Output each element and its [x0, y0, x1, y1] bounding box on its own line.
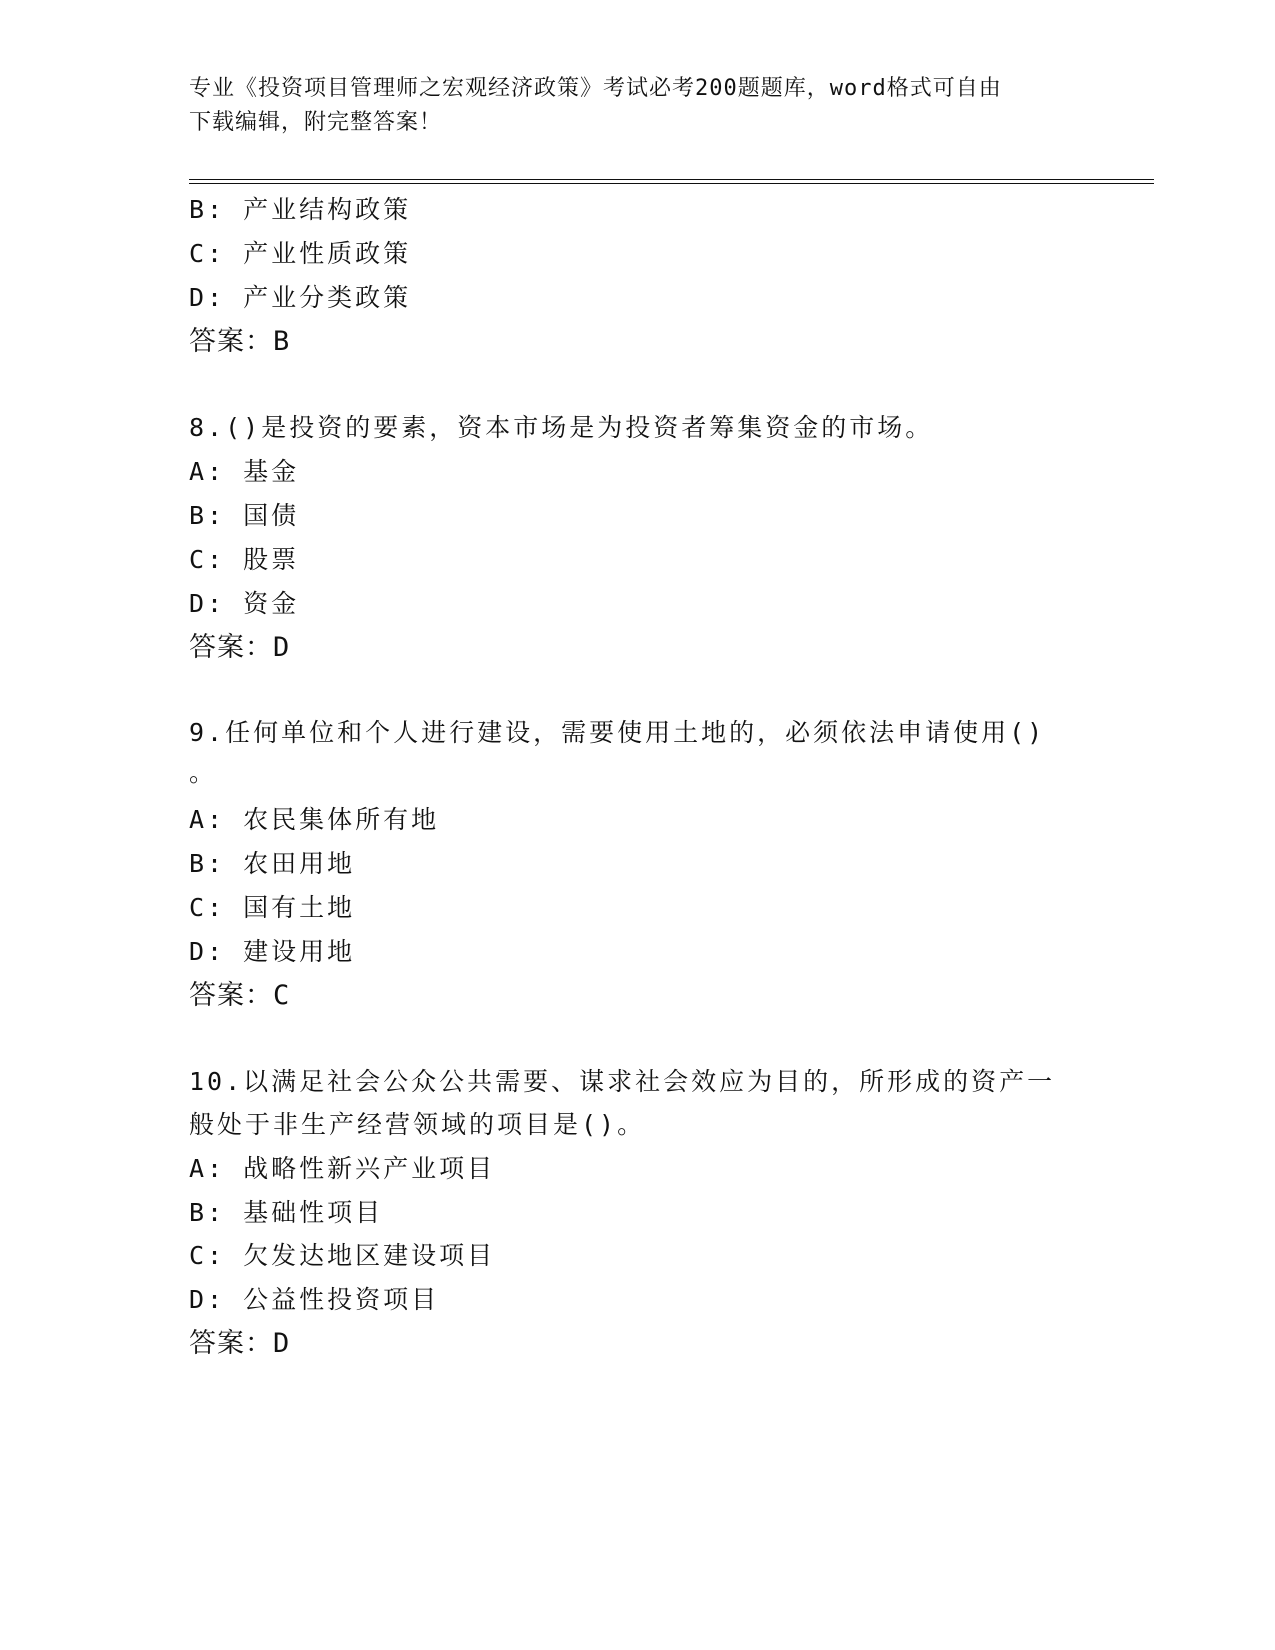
q7-option-c: C: 产业性质政策 — [189, 239, 412, 268]
q9-option-b: B: 农田用地 — [189, 849, 356, 878]
header-divider-top — [189, 179, 1154, 180]
q10-answer: 答案：D — [189, 1328, 291, 1359]
q9-option-a: A: 农民集体所有地 — [189, 805, 440, 834]
q8-question: 8.()是投资的要素，资本市场是为投资者筹集资金的市场。 — [189, 413, 934, 442]
header-line-1: 专业《投资项目管理师之宏观经济政策》考试必考200题题库，word格式可自由 — [189, 76, 1002, 101]
header-divider-bottom — [189, 183, 1154, 184]
q10-option-d: D: 公益性投资项目 — [189, 1285, 440, 1314]
q10-question-line-1: 10.以满足社会公众公共需要、谋求社会效应为目的，所形成的资产一 — [189, 1067, 1056, 1096]
q9-answer: 答案：C — [189, 980, 291, 1011]
q10-option-a: A: 战略性新兴产业项目 — [189, 1154, 496, 1183]
q8-answer: 答案：D — [189, 632, 291, 663]
q8-option-b: B: 国债 — [189, 501, 300, 530]
q10-option-b: B: 基础性项目 — [189, 1198, 384, 1227]
q8-option-d: D: 资金 — [189, 589, 300, 618]
q9-question-line-1: 9.任何单位和个人进行建设，需要使用土地的，必须依法申请使用() — [189, 718, 1046, 747]
q10-option-c: C: 欠发达地区建设项目 — [189, 1241, 496, 1270]
q8-option-a: A: 基金 — [189, 457, 300, 486]
document-header — [189, 72, 1089, 140]
q10-question-line-2: 般处于非生产经营领域的项目是()。 — [189, 1110, 646, 1139]
q7-answer: 答案：B — [189, 326, 291, 357]
q9-option-d: D: 建设用地 — [189, 937, 356, 966]
q7-option-d: D: 产业分类政策 — [189, 283, 412, 312]
q9-option-c: C: 国有土地 — [189, 893, 356, 922]
q8-option-c: C: 股票 — [189, 545, 300, 574]
q7-option-b: B: 产业结构政策 — [189, 195, 412, 224]
header-line-2: 下载编辑，附完整答案！ — [189, 110, 443, 135]
q9-question-line-2: 。 — [189, 758, 218, 787]
